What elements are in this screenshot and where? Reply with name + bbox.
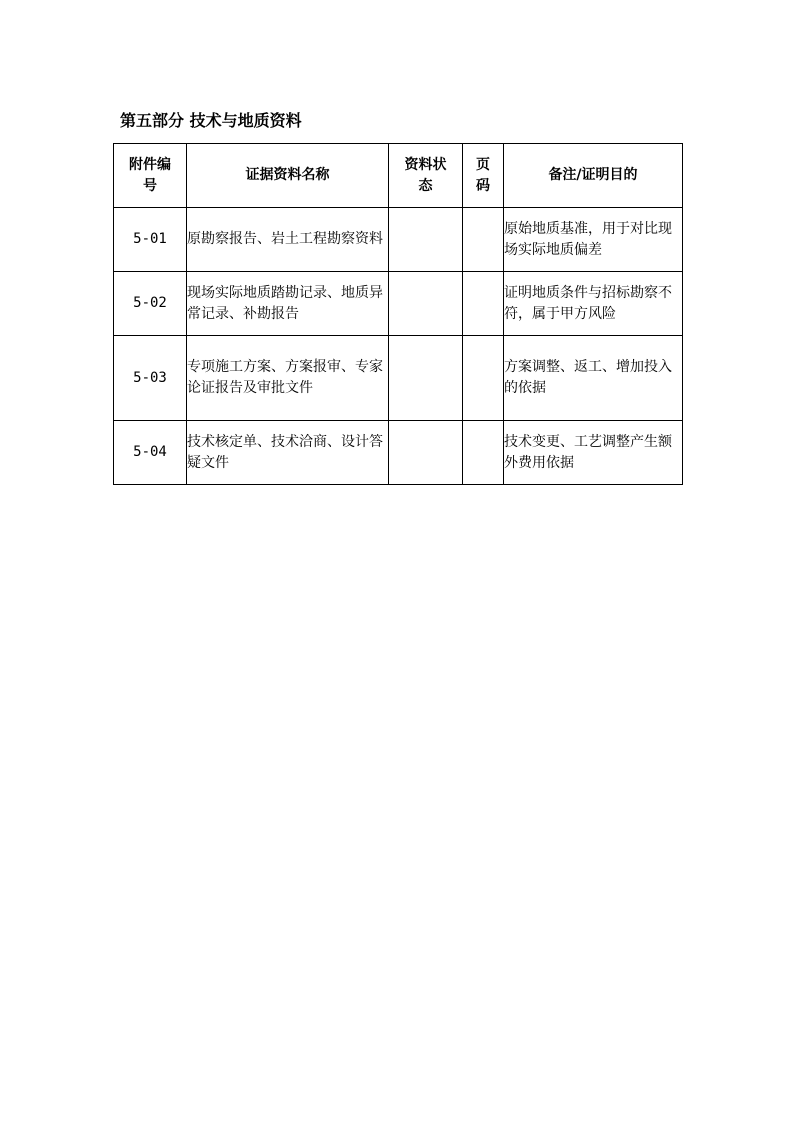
cell-evidence-name: 技术核定单、技术洽商、设计答疑文件 (187, 421, 389, 485)
cell-remarks: 证明地质条件与招标勘察不符，属于甲方风险 (504, 272, 683, 336)
header-page-number-label: 页码 (476, 156, 490, 194)
section-title: 第五部分 技术与地质资料 (120, 111, 302, 130)
cell-evidence-name: 原勘察报告、岩土工程勘察资料 (187, 208, 389, 272)
cell-attachment-id: 5-04 (114, 421, 187, 485)
header-remarks (504, 144, 683, 208)
cell-attachment-id: 5-03 (114, 336, 187, 421)
evidence-table (113, 143, 683, 485)
cell-attachment-id: 5-02 (114, 272, 187, 336)
header-remarks-label: 备注/证明目的 (548, 167, 638, 183)
cell-page-number (463, 421, 504, 485)
table-row (114, 272, 683, 336)
header-material-status (389, 144, 463, 208)
cell-material-status (389, 208, 463, 272)
table-header-row (114, 144, 683, 208)
header-evidence-name (187, 144, 389, 208)
cell-material-status (389, 272, 463, 336)
header-material-status-label: 资料状态 (404, 156, 447, 194)
table-row (114, 421, 683, 485)
cell-evidence-name: 专项施工方案、方案报审、专家论证报告及审批文件 (187, 336, 389, 421)
cell-attachment-id: 5-01 (114, 208, 187, 272)
cell-page-number (463, 208, 504, 272)
table-row (114, 208, 683, 272)
header-attachment-id-label: 附件编号 (129, 156, 171, 194)
table-row (114, 336, 683, 421)
cell-material-status (389, 421, 463, 485)
header-evidence-name-label: 证据资料名称 (245, 167, 330, 183)
cell-remarks: 方案调整、返工、增加投入的依据 (504, 336, 683, 421)
header-page-number (463, 144, 504, 208)
header-attachment-id (114, 144, 187, 208)
cell-remarks: 技术变更、工艺调整产生额外费用依据 (504, 421, 683, 485)
cell-evidence-name: 现场实际地质踏勘记录、地质异常记录、补勘报告 (187, 272, 389, 336)
cell-page-number (463, 272, 504, 336)
cell-material-status (389, 336, 463, 421)
cell-page-number (463, 336, 504, 421)
cell-remarks: 原始地质基准，用于对比现场实际地质偏差 (504, 208, 683, 272)
